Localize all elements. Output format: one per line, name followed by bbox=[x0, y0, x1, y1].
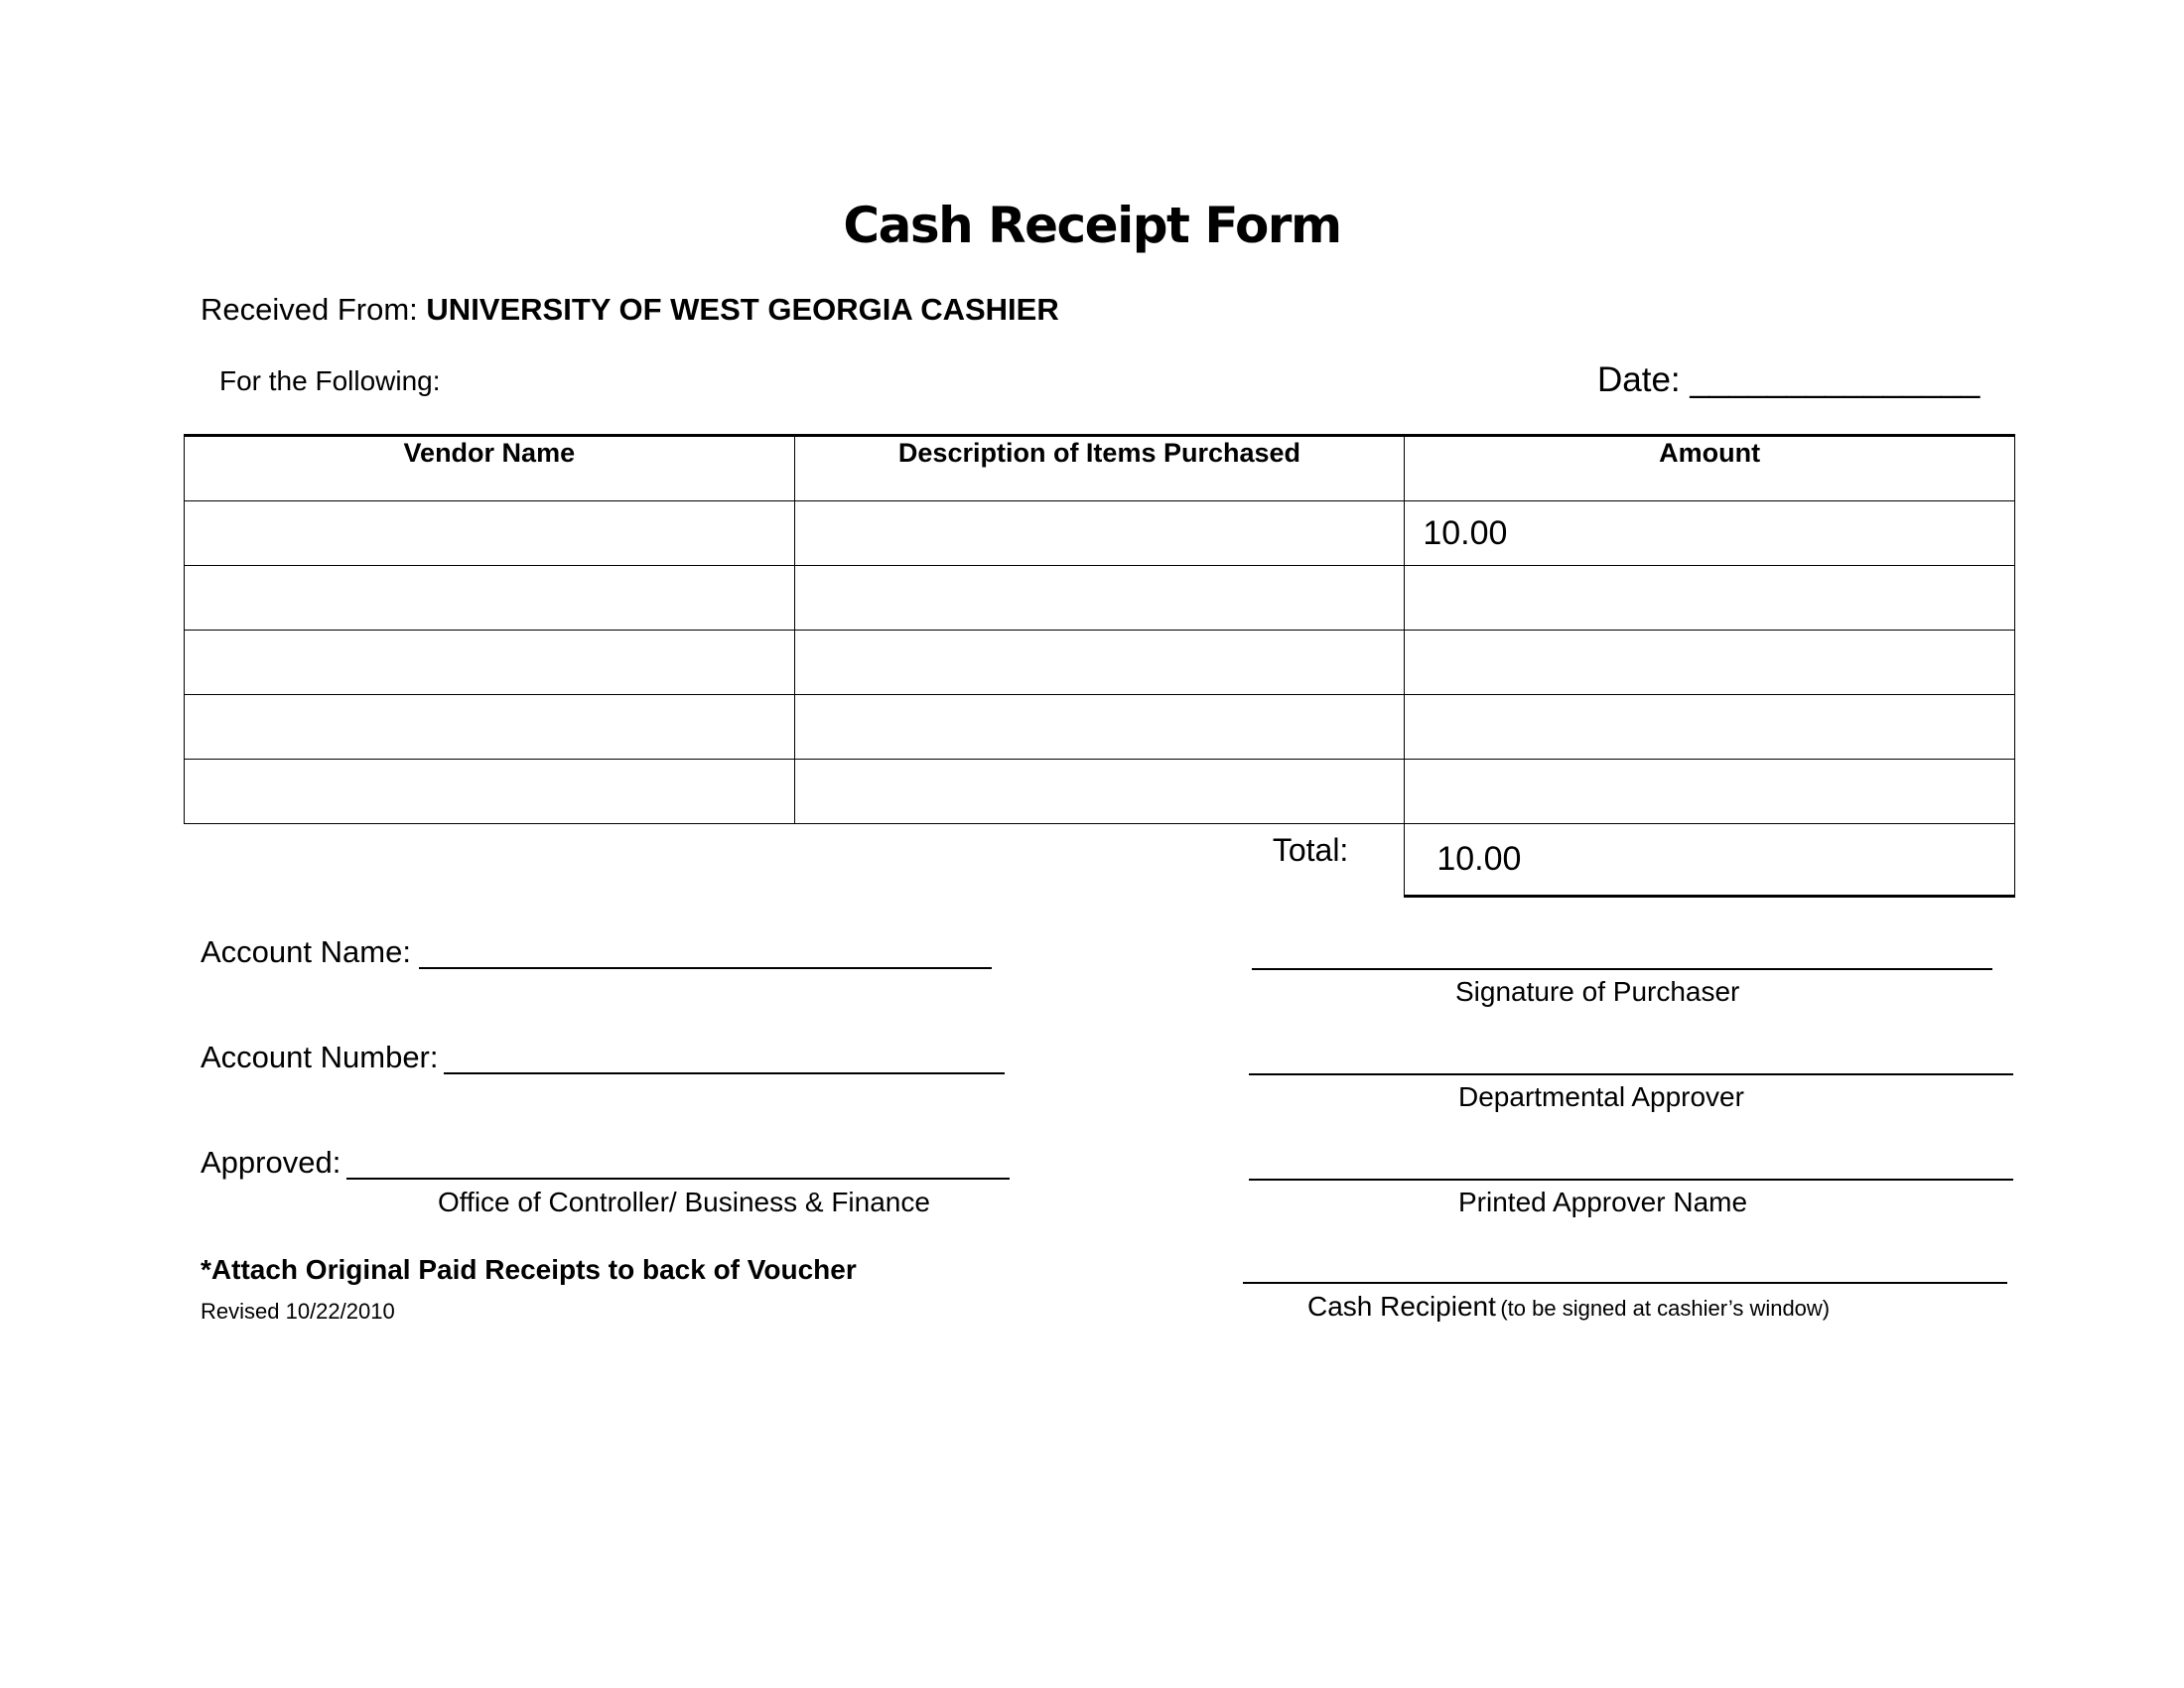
departmental-approver-line[interactable] bbox=[1249, 1073, 2013, 1075]
date-field[interactable]: Date: _______________ bbox=[1597, 360, 1980, 399]
description-cell[interactable] bbox=[794, 501, 1405, 566]
table-header-row bbox=[185, 436, 2015, 501]
total-label: Total: bbox=[1272, 832, 1349, 868]
approved-line[interactable] bbox=[346, 1178, 1010, 1180]
vendor-cell[interactable] bbox=[185, 566, 795, 631]
amount-cell[interactable] bbox=[1405, 566, 2015, 631]
amount-header: Amount bbox=[1405, 436, 2015, 501]
account-name-line[interactable] bbox=[419, 967, 992, 969]
table-row bbox=[185, 631, 2015, 695]
attach-receipts-note: *Attach Original Paid Receipts to back of Voucher bbox=[201, 1254, 857, 1285]
vendor-cell[interactable] bbox=[185, 760, 795, 824]
approved-label: Approved: bbox=[201, 1145, 341, 1180]
account-number-line[interactable] bbox=[444, 1072, 1005, 1074]
signature-of-purchaser-caption: Signature of Purchaser bbox=[1455, 976, 1740, 1007]
description-cell[interactable] bbox=[794, 631, 1405, 695]
received-from-label: Received From: bbox=[201, 292, 418, 327]
approved-caption: Office of Controller/ Business & Finance bbox=[438, 1187, 930, 1217]
account-number-label: Account Number: bbox=[201, 1040, 439, 1074]
account-name-label: Account Name: bbox=[201, 934, 411, 969]
for-the-following-label: For the Following: bbox=[219, 365, 441, 396]
vendor-name-header: Vendor Name bbox=[185, 436, 795, 501]
vendor-cell[interactable] bbox=[185, 695, 795, 760]
items-table bbox=[184, 434, 2015, 898]
amount-cell[interactable] bbox=[1405, 760, 2015, 824]
cash-recipient-label: Cash Recipient bbox=[1307, 1291, 1496, 1322]
vendor-cell[interactable] bbox=[185, 501, 795, 566]
description-cell[interactable] bbox=[794, 695, 1405, 760]
amount-cell[interactable]: 10.00 bbox=[1405, 501, 2015, 566]
received-from-value: UNIVERSITY OF WEST GEORGIA CASHIER bbox=[426, 292, 1059, 327]
total-amount[interactable]: 10.00 bbox=[1405, 824, 2015, 897]
printed-approver-line[interactable] bbox=[1249, 1179, 2013, 1181]
total-row bbox=[185, 824, 2015, 897]
table-row bbox=[185, 566, 2015, 631]
form-title: Cash Receipt Form bbox=[843, 197, 1341, 254]
description-header: Description of Items Purchased bbox=[794, 436, 1405, 501]
cash-recipient-note: (to be signed at cashier’s window) bbox=[1500, 1296, 1831, 1321]
table-row bbox=[185, 695, 2015, 760]
departmental-approver-caption: Departmental Approver bbox=[1458, 1081, 1744, 1112]
table-row bbox=[185, 760, 2015, 824]
amount-cell[interactable] bbox=[1405, 695, 2015, 760]
description-cell[interactable] bbox=[794, 566, 1405, 631]
table-row bbox=[185, 501, 2015, 566]
cash-recipient-caption bbox=[1307, 1291, 1830, 1323]
amount-cell[interactable] bbox=[1405, 631, 2015, 695]
printed-approver-caption: Printed Approver Name bbox=[1458, 1187, 1748, 1217]
vendor-cell[interactable] bbox=[185, 631, 795, 695]
purchaser-signature-line[interactable] bbox=[1252, 968, 1992, 970]
cash-recipient-line[interactable] bbox=[1243, 1282, 2007, 1284]
received-from bbox=[201, 292, 1059, 328]
description-cell[interactable] bbox=[794, 760, 1405, 824]
revised-date: Revised 10/22/2010 bbox=[201, 1299, 395, 1324]
